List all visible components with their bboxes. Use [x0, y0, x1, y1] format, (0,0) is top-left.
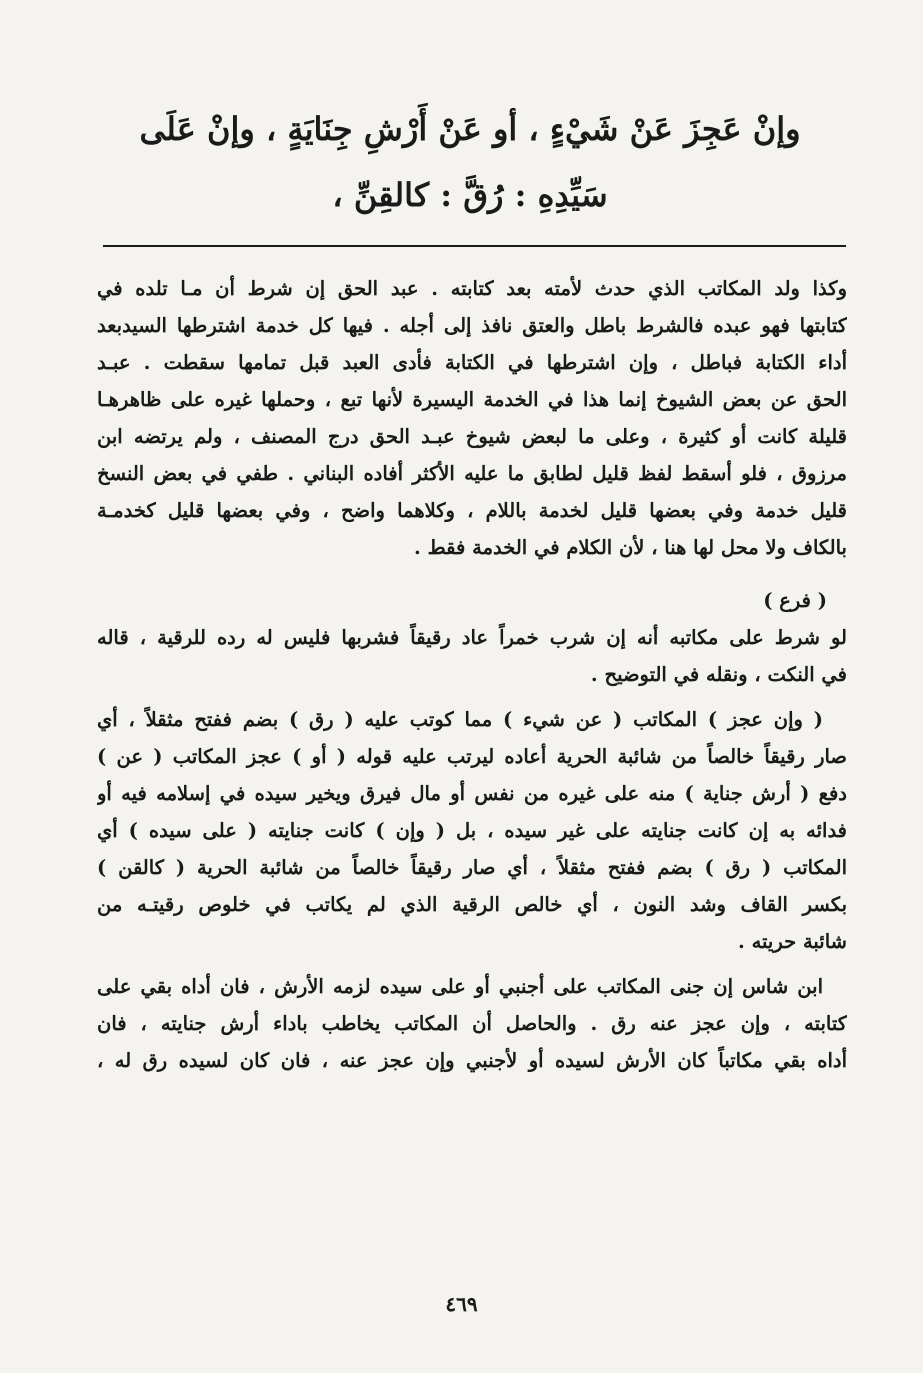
text-line: قليل خدمة وفي بعضها قليل لخدمة باللام ، وكلاهما واضح ، وفي بعضها قليل كخدمـة	[97, 499, 847, 522]
text-line: كتابتها فهو عبده فالشرط باطل والعتق نافذ إلى أجله . فيها كل خدمة اشترطها السيدبعد	[97, 314, 847, 337]
text-line: ( وإن عجز ) المكاتب ( عن شيء ) مما كوتب عليه ( رق ) بضم ففتح مثقلاً ، أي	[97, 708, 823, 731]
text-line: الحق عن بعض الشيوخ إنما هذا في الخدمة اليسيرة لأنها تبع ، وحملها غيره على ظاهرهـا	[97, 388, 847, 411]
text-line: فدائه به إن كانت جنايته على غير سيده ، بل ( وإن ) كانت جنايته ( على سيده ) أي	[97, 819, 847, 842]
matn-line-1: وإنْ عَجِزَ عَنْ شَيْءٍ ، أو عَنْ أَرْشِ جِنَايَةٍ ، وإنْ عَلَى	[139, 110, 801, 148]
section-heading: ( فرع )	[763, 589, 827, 612]
commentary-text	[97, 270, 847, 1079]
text-line: وكذا ولد المكاتب الذي حدث لأمته بعد كتابته . عبد الحق إن شرط أن مـا تلده في	[97, 277, 847, 300]
text-line: أداء الكتابة فباطل ، وإن اشترطها في الكتابة فأدى العبد قبل تمامها سقطت . عبـد	[97, 351, 847, 374]
text-line: دفع ( أرش جناية ) منه على غيره من نفس أو مال فيرق ويخير سيده في إسلامه فيه أو	[97, 782, 847, 805]
text-line: لو شرط على مكاتبه أنه إن شرب خمراً عاد رقيقاً فشربها فليس له رده للرقية ، قاله	[97, 626, 847, 649]
paragraph-4	[97, 968, 847, 1079]
text-line: قليلة كانت أو كثيرة ، وعلى ما لبعض شيوخ عبـد الحق درج المصنف ، ولم يرتضه ابن	[97, 425, 847, 448]
text-line: بكسر القاف وشد النون ، أي خالص الرقية الذي لم يكاتب في خلوص رقيتـه من	[97, 893, 847, 916]
paragraph-3	[97, 701, 847, 960]
text-line: بالكاف ولا محل لها هنا ، لأن الكلام في الخدمة فقط .	[414, 536, 847, 559]
paragraph-2	[97, 582, 847, 693]
text-line: صار رقيقاً خالصاً من شائبة الحرية أعاده ليرتب عليه قوله ( أو ) عجز المكاتب ( عن )	[97, 745, 847, 768]
matn-text	[90, 96, 850, 228]
separator-rule	[103, 245, 846, 247]
text-line: في النكت ، ونقله في التوضيح .	[590, 663, 847, 686]
text-line: شائبة حريته .	[738, 930, 847, 953]
text-line: كتابته ، وإن عجز عنه رق . والحاصل أن المكاتب يخاطب باداء أرش جنايته ، فان	[97, 1012, 847, 1035]
text-line: ابن شاس إن جنى المكاتب على أجنبي أو على سيده لزمه الأرش ، فان أداه بقي على	[97, 975, 823, 998]
text-line: مرزوق ، فلو أسقط لفظ قليل لطابق ما عليه الأكثر أفاده البناني . طفي في بعض النسخ	[97, 462, 847, 485]
paragraph-1	[97, 270, 847, 566]
text-line: المكاتب ( رق ) بضم ففتح مثقلاً ، أي صار رقيقاً خالصاً من شائبة الحرية ( كالقن )	[97, 856, 847, 879]
page-number: ٤٦٩	[445, 1292, 478, 1316]
text-line: أداه بقي مكاتباً كان الأرش لسيده أو لأجنبي وإن عجز عنه ، فان كان لسيده رق له ،	[97, 1049, 847, 1072]
matn-line-2: سَيِّدِهِ : رُقَّ : كالقِنِّ ،	[332, 176, 608, 214]
